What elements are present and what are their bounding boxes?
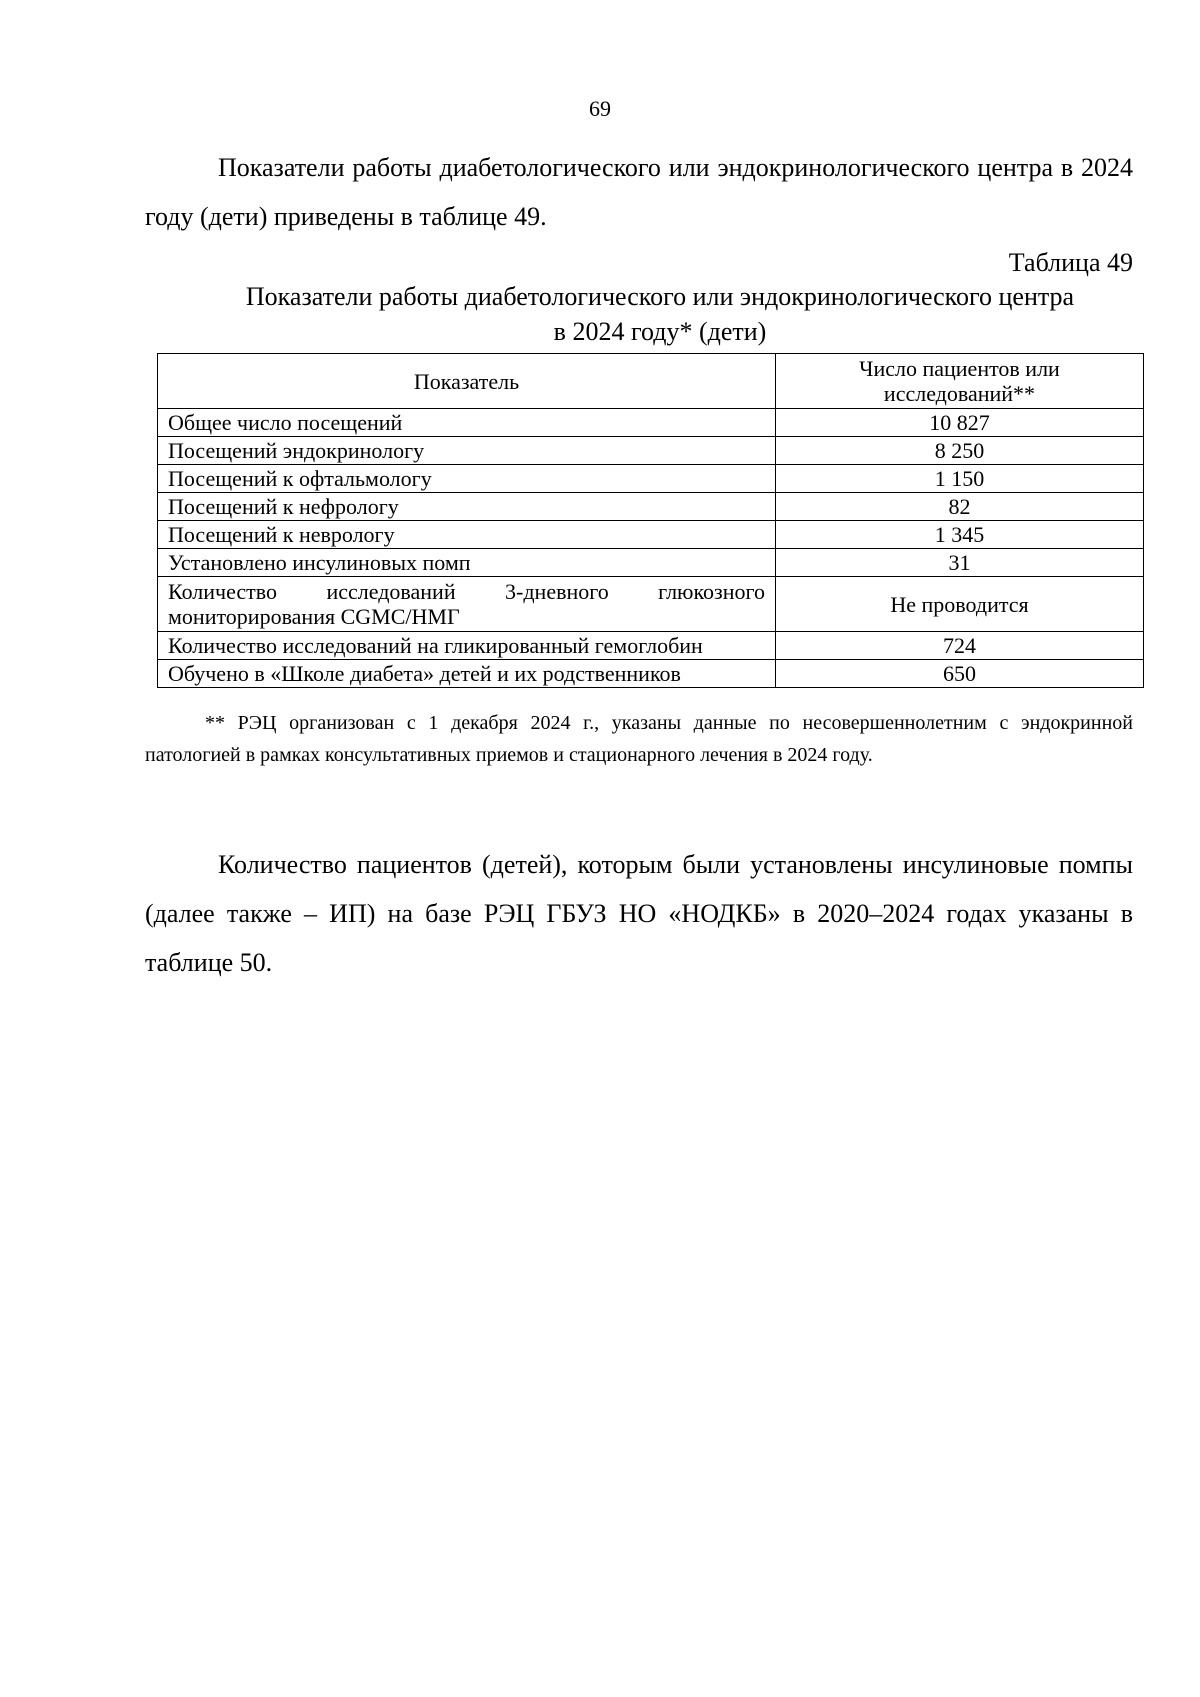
intro-paragraph: Показатели работы диабетологического или эндокринологического центра в 2024 году (дети) приведены в таблице 49. xyxy=(145,153,1133,231)
row-value: 31 xyxy=(776,549,1144,577)
row-indicator: Установлено инсулиновых помп xyxy=(158,549,776,577)
table-row xyxy=(158,437,1144,465)
row-value: 8 250 xyxy=(776,437,1144,465)
indicators-table xyxy=(157,353,1144,688)
row-value: 724 xyxy=(776,632,1144,660)
row-indicator: Посещений к офтальмологу xyxy=(158,465,776,493)
row-indicator: Обучено в «Школе диабета» детей и их родственников xyxy=(158,660,776,688)
table-row xyxy=(158,409,1144,437)
row-value: 82 xyxy=(776,493,1144,521)
row-indicator: Посещений к нефрологу xyxy=(158,493,776,521)
row-value: 1 345 xyxy=(776,521,1144,549)
row-value: 650 xyxy=(776,660,1144,688)
row-indicator: Общее число посещений xyxy=(158,409,776,437)
row-value: 10 827 xyxy=(776,409,1144,437)
row-indicator: Количество исследований на гликированный гемоглобин xyxy=(158,632,776,660)
table-row xyxy=(158,660,1144,688)
row-indicator: Количество исследований 3-дневного глюкозного мониторирования CGMC/НМГ xyxy=(158,577,776,632)
table-title-line-1: Показатели работы диабетологического или эндокринологического центра xyxy=(245,282,1075,311)
table-row xyxy=(158,465,1144,493)
row-value: 1 150 xyxy=(776,465,1144,493)
table-label: Таблица 49 xyxy=(1008,248,1133,277)
table-row xyxy=(158,632,1144,660)
table-title xyxy=(200,279,1120,349)
table-header-row xyxy=(158,354,1144,409)
table-row xyxy=(158,577,1144,632)
row-indicator: Посещений эндокринологу xyxy=(158,437,776,465)
closing-paragraph: Количество пациентов (детей), которым были установлены инсулиновые помпы (далее также – ИП) на базе РЭЦ ГБУЗ НО «НОДКБ» в 2020–2024 годах указаны в таблице 50. xyxy=(145,850,1133,977)
table-row xyxy=(158,549,1144,577)
table-footnote: ** РЭЦ организован с 1 декабря 2024 г., указаны данные по несовершеннолетним с эндокринной патологией в рамках консультативных приемов и стационарного лечения в 2024 году. xyxy=(145,712,1133,766)
column-header-count: Число пациентов или исследований** xyxy=(776,354,1144,409)
column-header-indicator: Показатель xyxy=(158,354,776,409)
table-row xyxy=(158,493,1144,521)
table-title-line-2: в 2024 году* (дети) xyxy=(553,317,767,346)
row-indicator: Посещений к неврологу xyxy=(158,521,776,549)
page-number: 69 xyxy=(589,96,611,121)
row-value: Не проводится xyxy=(776,577,1144,632)
table-row xyxy=(158,521,1144,549)
